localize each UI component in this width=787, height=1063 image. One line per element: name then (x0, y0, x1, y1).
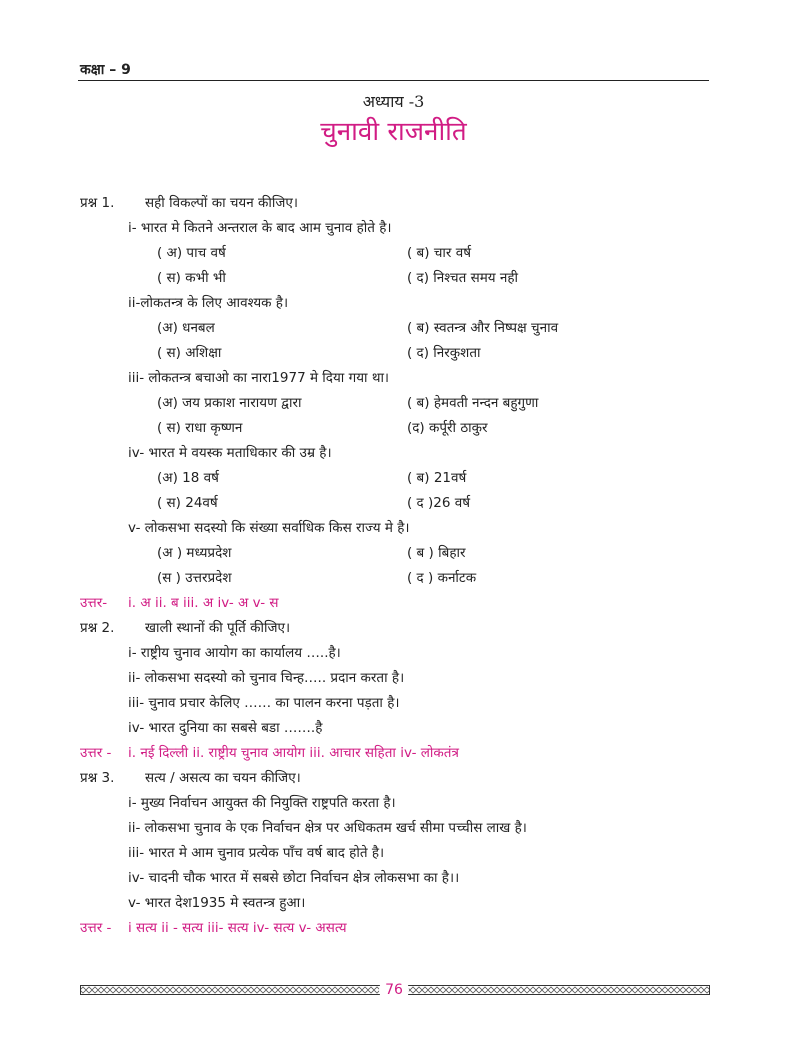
q1-stem-5: v- लोकसभा सदस्यो कि संख्या सर्वाधिक किस राज्य मे है। (128, 520, 410, 536)
q1-3-option-a: (अ) जय प्रकाश नारायण द्वारा (157, 395, 302, 411)
page-number: 76 (379, 978, 409, 1002)
q3-item-3: iii- भारत मे आम चुनाव प्रत्येक पाँच वर्ष बाद होते है। (128, 845, 385, 861)
q1-2-option-d: ( द) निरकुशता (407, 345, 481, 361)
q1-5-option-d: ( द ) कर्नाटक (407, 570, 477, 586)
q1-5-option-b: ( ब ) बिहार (407, 545, 466, 561)
q2-item-1: i- राष्ट्रीय चुनाव आयोग का कार्यालय …..है। (128, 645, 341, 661)
q3-answer-label: उत्तर - (80, 920, 112, 936)
q1-2-option-a: (अ) धनबल (157, 320, 215, 336)
q1-5-option-a: (अ ) मध्यप्रदेश (157, 545, 232, 561)
q1-stem-2: ii-लोकतन्त्र के लिए आवश्यक है। (128, 295, 289, 311)
q3-item-1: i- मुख्य निर्वाचन आयुक्त की नियुक्ति राष्ट्रपति करता है। (128, 795, 396, 811)
q1-4-option-c: ( स) 24वर्ष (157, 495, 218, 511)
q3-item-2: ii- लोकसभा चुनाव के एक निर्वाचन क्षेत्र पर अधिकतम खर्च सीमा पच्चीस लाख है। (128, 820, 527, 836)
q1-1-option-a: ( अ) पाच वर्ष (157, 245, 226, 261)
q3-item-4: iv- चादनी चौक भारत में सबसे छोटा निर्वाचन क्षेत्र लोकसभा का है।। (128, 870, 460, 886)
q2-answer: i. नई दिल्ली ii. राष्ट्रीय चुनाव आयोग iii. आचार सहिता iv- लोकतंत्र (128, 745, 459, 761)
q1-1-option-b: ( ब) चार वर्ष (407, 245, 472, 261)
header-rule (78, 80, 709, 81)
q1-5-option-c: (स ) उत्तरप्रदेश (157, 570, 232, 586)
q1-answer: i. अ ii. ब iii. अ iv- अ v- स (128, 595, 279, 611)
q1-3-option-b: ( ब) हेमवती नन्दन बहुगुणा (407, 395, 539, 411)
q3-answer: i सत्य ii - सत्य iii- सत्य iv- सत्य v- असत्य (128, 920, 347, 936)
q1-2-option-b: ( ब) स्वतन्त्र और निष्पक्ष चुनाव (407, 320, 559, 336)
q1-answer-label: उत्तर- (80, 595, 108, 611)
q2-answer-label: उत्तर - (80, 745, 112, 761)
q1-2-option-c: ( स) अशिक्षा (157, 345, 222, 361)
q1-4-option-b: ( ब) 21वर्ष (407, 470, 467, 486)
chapter-title: चुनावी राजनीति (320, 117, 467, 147)
q1-1-option-d: ( द) निश्चत समय नही (407, 270, 519, 286)
q1-4-option-a: (अ) 18 वर्ष (157, 470, 219, 486)
q3-item-5: v- भारत देश1935 मे स्वतन्त्र हुआ। (128, 895, 306, 911)
q2-label: प्रश्न 2. (80, 620, 115, 636)
q3-label: प्रश्न 3. (80, 770, 115, 786)
q1-stem-1: i- भारत मे कितने अन्तराल के बाद आम चुनाव होते है। (128, 220, 392, 236)
q1-3-option-c: ( स) राधा कृष्णन (157, 420, 243, 436)
q2-instruction: खाली स्थानों की पूर्ति कीजिए। (145, 620, 291, 636)
q2-item-2: ii- लोकसभा सदस्यो को चुनाव चिन्ह….. प्रदान करता है। (128, 670, 405, 686)
q1-label: प्रश्न 1. (80, 195, 115, 211)
q1-stem-4: iv- भारत मे वयस्क मताधिकार की उम्र है। (128, 445, 332, 461)
q1-instruction: सही विकल्पों का चयन कीजिए। (145, 195, 299, 211)
q1-1-option-c: ( स) कभी भी (157, 270, 226, 286)
class-label: कक्षा – 9 (80, 62, 131, 78)
q1-4-option-d: ( द )26 वर्ष (407, 495, 471, 511)
q3-instruction: सत्य / असत्य का चयन कीजिए। (145, 770, 301, 786)
q1-stem-3: iii- लोकतन्त्र बचाओ का नारा1977 मे दिया गया था। (128, 370, 390, 386)
q1-3-option-d: (द) कर्पूरी ठाकुर (407, 420, 488, 436)
chapter-number: अध्याय -3 (362, 92, 425, 111)
q2-item-3: iii- चुनाव प्रचार केलिए …… का पालन करना पड़ता है। (128, 695, 400, 711)
q2-item-4: iv- भारत दुनिया का सबसे बडा …….है (128, 720, 323, 736)
